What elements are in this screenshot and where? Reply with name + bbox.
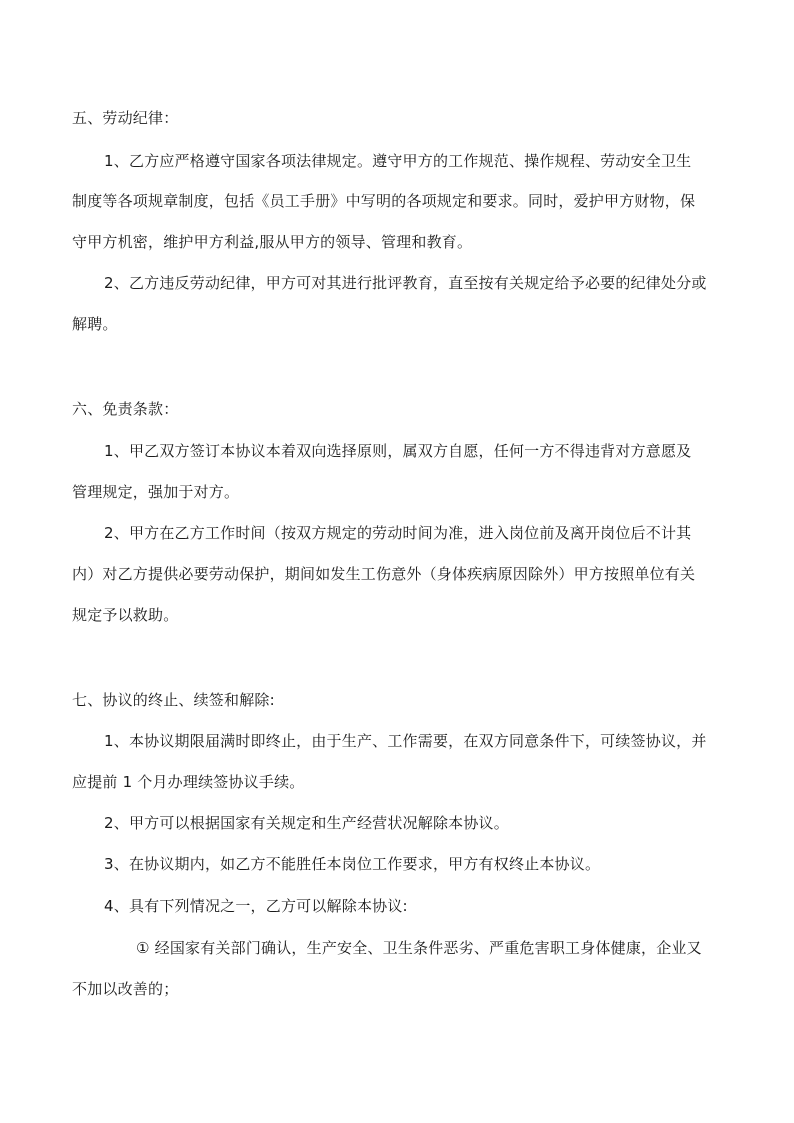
paragraph-line: 1、乙方应严格遵守国家各项法律规定。遵守甲方的工作规范、操作规程、劳动安全卫生 — [104, 152, 692, 170]
paragraph-line: 规定予以救助。 — [72, 606, 179, 624]
paragraph-line: 不加以改善的； — [72, 980, 179, 998]
paragraph-line: 管理规定，强加于对方。 — [72, 483, 240, 501]
paragraph-line: 应提前 1 个月办理续签协议手续。 — [72, 773, 305, 791]
paragraph-line: ① 经国家有关部门确认，生产安全、卫生条件恶劣、严重危害职工身体健康，企业又 — [136, 939, 702, 957]
paragraph-line: 2、乙方违反劳动纪律，甲方可对其进行批评教育，直至按有关规定给予必要的纪律处分或 — [104, 274, 707, 292]
paragraph-line: 守甲方机密，维护甲方利益,服从甲方的领导、管理和教育。 — [72, 233, 473, 251]
paragraph-line: 4、具有下列情况之一，乙方可以解除本协议: — [104, 897, 408, 915]
paragraph-line: 制度等各项规章制度，包括《员工手册》中写明的各项规定和要求。同时，爱护甲方财物，保 — [72, 192, 696, 210]
paragraph-line: 1、本协议期限届满时即终止，由于生产、工作需要，在双方同意条件下，可续签协议，并 — [104, 732, 707, 750]
section-heading-6: 六、免责条款： — [72, 400, 179, 418]
paragraph-line: 3、在协议期内，如乙方不能胜任本岗位工作要求，甲方有权终止本协议。 — [104, 855, 601, 873]
section-heading-7: 七、协议的终止、续签和解除: — [72, 691, 275, 709]
paragraph-line: 2、甲方可以根据国家有关规定和生产经营状况解除本协议。 — [104, 814, 509, 832]
paragraph-line: 1、甲乙双方签订本协议本着双向选择原则，属双方自愿，任何一方不得违背对方意愿及 — [104, 442, 692, 460]
paragraph-line: 2、甲方在乙方工作时间（按双方规定的劳动时间为准，进入岗位前及离开岗位后不计其 — [104, 524, 692, 542]
section-heading-5: 五、劳动纪律： — [72, 109, 179, 127]
paragraph-line: 解聘。 — [72, 315, 118, 333]
paragraph-line: 内）对乙方提供必要劳动保护，期间如发生工伤意外（身体疾病原因除外）甲方按照单位有关 — [72, 565, 696, 583]
